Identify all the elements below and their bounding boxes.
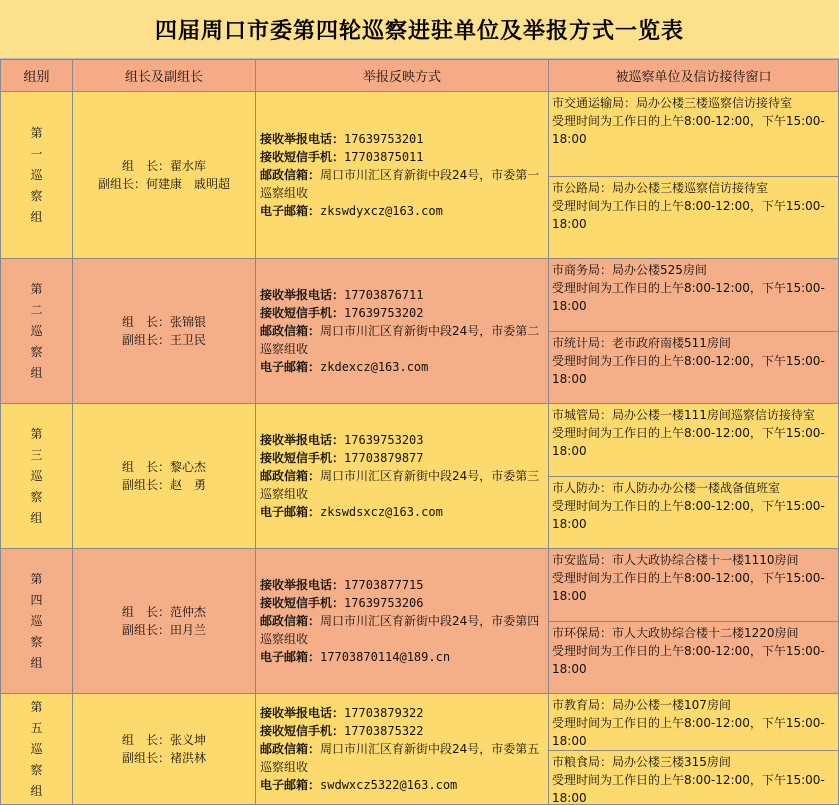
- unit-entry: [549, 404, 838, 476]
- mail-address: 周口市川汇区育新街中段24号，市委第一巡察组收: [260, 168, 540, 200]
- phone-number: 17639753201: [344, 132, 424, 146]
- phone-line: [260, 130, 544, 148]
- unit-name: 市商务局：局办公楼525房间: [552, 263, 707, 277]
- leaders-cell: [73, 694, 256, 805]
- group-name: 第四巡察组: [30, 571, 43, 670]
- unit-entry: [549, 476, 838, 548]
- unit-entry: [549, 331, 838, 403]
- sms-line: [260, 449, 544, 467]
- group-row: [1, 92, 839, 259]
- units-cell: [549, 259, 839, 404]
- sms-line: [260, 148, 544, 166]
- sms-label: 接收短信手机：: [260, 724, 345, 738]
- unit-entry: [549, 694, 838, 750]
- deputy-line: 副组长：田月兰: [121, 623, 206, 637]
- contact-cell: [256, 694, 549, 805]
- group-row: [1, 549, 839, 694]
- phone-line: [260, 431, 544, 449]
- email-line: [260, 358, 544, 376]
- sms-label: 接收短信手机：: [260, 451, 345, 465]
- mail-address: 周口市川汇区育新街中段24号，市委第三巡察组收: [260, 469, 540, 501]
- leader-line: 组 长：黎心杰: [121, 460, 206, 474]
- unit-hours: 受理时间为工作日的上午8:00-12:00，下午15:00-18:00: [552, 199, 825, 231]
- units-cell: [549, 694, 839, 805]
- header-inspected-units: 被巡察单位及信访接待窗口: [549, 60, 839, 92]
- sms-label: 接收短信手机：: [260, 596, 345, 610]
- email-address: 17703870114@189.cn: [320, 650, 451, 664]
- sms-label: 接收短信手机：: [260, 150, 345, 164]
- sms-number: 17639753202: [344, 306, 424, 320]
- mail-label: 邮政信箱：: [260, 168, 321, 182]
- mail-line: [260, 740, 544, 776]
- phone-label: 接收举报电话：: [260, 433, 345, 447]
- email-line: [260, 503, 544, 521]
- deputy-line: 副组长：何建康 戚明超: [97, 177, 230, 191]
- group-name: 第二巡察组: [30, 281, 43, 380]
- sms-number: 17703879877: [344, 451, 424, 465]
- unit-hours: 受理时间为工作日的上午8:00-12:00，下午15:00-18:00: [552, 716, 825, 748]
- sms-line: [260, 594, 544, 612]
- leaders-cell: [73, 92, 256, 259]
- unit-hours: 受理时间为工作日的上午8:00-12:00，下午15:00-18:00: [552, 426, 825, 458]
- mail-address: 周口市川汇区育新街中段24号，市委第四巡察组收: [260, 614, 540, 646]
- deputy-line: 副组长：王卫民: [121, 333, 206, 347]
- unit-hours: 受理时间为工作日的上午8:00-12:00，下午15:00-18:00: [552, 571, 825, 603]
- group-cell: [1, 404, 73, 549]
- contact-cell: [256, 259, 549, 404]
- leaders-cell: [73, 259, 256, 404]
- contact-cell: [256, 404, 549, 549]
- email-line: [260, 202, 544, 220]
- unit-entry: [549, 549, 838, 621]
- mail-line: [260, 612, 544, 648]
- unit-entry: [549, 750, 838, 804]
- mail-line: [260, 467, 544, 503]
- header-leaders: 组长及副组长: [73, 60, 256, 92]
- email-label: 电子邮箱：: [260, 650, 321, 664]
- sms-line: [260, 722, 544, 740]
- deputy-line: 副组长：褚洪林: [121, 751, 206, 765]
- group-cell: [1, 259, 73, 404]
- leader-line: 组 长：张锦银: [121, 315, 206, 329]
- mail-label: 邮政信箱：: [260, 324, 321, 338]
- email-label: 电子邮箱：: [260, 360, 321, 374]
- phone-label: 接收举报电话：: [260, 706, 345, 720]
- mail-address: 周口市川汇区育新街中段24号，市委第二巡察组收: [260, 324, 540, 356]
- unit-name: 市公路局：局办公楼三楼巡察信访接待室: [552, 181, 769, 195]
- mail-label: 邮政信箱：: [260, 742, 321, 756]
- unit-hours: 受理时间为工作日的上午8:00-12:00，下午15:00-18:00: [552, 281, 825, 313]
- unit-hours: 受理时间为工作日的上午8:00-12:00，下午15:00-18:00: [552, 773, 825, 804]
- group-row: [1, 404, 839, 549]
- phone-label: 接收举报电话：: [260, 288, 345, 302]
- group-row: [1, 694, 839, 805]
- phone-number: 17703877715: [344, 578, 424, 592]
- email-address: zkdexcz@163.com: [320, 360, 429, 374]
- title-bar: [0, 0, 839, 59]
- email-label: 电子邮箱：: [260, 204, 321, 218]
- unit-hours: 受理时间为工作日的上午8:00-12:00，下午15:00-18:00: [552, 644, 825, 676]
- header-report-methods: 举报反映方式: [256, 60, 549, 92]
- email-address: zkswdyxcz@163.com: [320, 204, 443, 218]
- phone-line: [260, 704, 544, 722]
- unit-name: 市统计局：老市政府南楼511房间: [552, 336, 731, 350]
- unit-name: 市交通运输局：局办公楼三楼巡察信访接待室: [552, 96, 793, 110]
- page-title: 四届周口市委第四轮巡察进驻单位及举报方式一览表: [154, 17, 684, 44]
- mail-address: 周口市川汇区育新街中段24号，市委第五巡察组收: [260, 742, 540, 774]
- leaders-cell: [73, 404, 256, 549]
- group-name: 第一巡察组: [30, 125, 43, 224]
- unit-name: 市城管局：局办公楼一楼111房间巡察信访接待室: [552, 408, 815, 422]
- unit-entry: [549, 259, 838, 331]
- sms-number: 17639753206: [344, 596, 424, 610]
- phone-number: 17639753203: [344, 433, 424, 447]
- unit-name: 市教育局：局办公楼一楼107房间: [552, 698, 731, 712]
- phone-label: 接收举报电话：: [260, 132, 345, 146]
- unit-hours: 受理时间为工作日的上午8:00-12:00，下午15:00-18:00: [552, 499, 825, 531]
- sms-number: 17703875322: [344, 724, 424, 738]
- units-cell: [549, 92, 839, 259]
- phone-number: 17703876711: [344, 288, 424, 302]
- leader-line: 组 长：范仲杰: [121, 605, 206, 619]
- sms-number: 17703875011: [344, 150, 424, 164]
- mail-label: 邮政信箱：: [260, 469, 321, 483]
- phone-label: 接收举报电话：: [260, 578, 345, 592]
- group-name: 第五巡察组: [30, 699, 43, 798]
- email-label: 电子邮箱：: [260, 778, 321, 792]
- leader-line: 组 长：张义坤: [121, 733, 206, 747]
- group-name: 第三巡察组: [30, 426, 43, 525]
- group-cell: [1, 694, 73, 805]
- mail-label: 邮政信箱：: [260, 614, 321, 628]
- leader-line: 组 长：翟水库: [121, 159, 206, 173]
- phone-line: [260, 286, 544, 304]
- email-line: [260, 776, 544, 794]
- sms-label: 接收短信手机：: [260, 306, 345, 320]
- unit-hours: 受理时间为工作日的上午8:00-12:00，下午15:00-18:00: [552, 354, 825, 386]
- email-line: [260, 648, 544, 666]
- mail-line: [260, 322, 544, 358]
- group-row: [1, 259, 839, 404]
- unit-entry: [549, 621, 838, 693]
- email-address: zkswdsxcz@163.com: [320, 505, 443, 519]
- email-address: swdwxcz5322@163.com: [320, 778, 458, 792]
- header-group: 组别: [1, 60, 73, 92]
- phone-line: [260, 576, 544, 594]
- sms-line: [260, 304, 544, 322]
- email-label: 电子邮箱：: [260, 505, 321, 519]
- unit-entry: [549, 92, 838, 176]
- contact-cell: [256, 549, 549, 694]
- inspection-table: [0, 59, 839, 805]
- unit-hours: 受理时间为工作日的上午8:00-12:00，下午15:00-18:00: [552, 114, 825, 146]
- leaders-cell: [73, 549, 256, 694]
- phone-number: 17703879322: [344, 706, 424, 720]
- units-cell: [549, 404, 839, 549]
- unit-name: 市环保局：市人大政协综合楼十二楼1220房间: [552, 626, 799, 640]
- unit-entry: [549, 176, 838, 258]
- unit-name: 市人防办：市人防办办公楼一楼战备值班室: [552, 481, 781, 495]
- mail-line: [260, 166, 544, 202]
- group-cell: [1, 92, 73, 259]
- deputy-line: 副组长：赵 勇: [121, 478, 206, 492]
- unit-name: 市粮食局：局办公楼三楼315房间: [552, 755, 731, 769]
- units-cell: [549, 549, 839, 694]
- group-cell: [1, 549, 73, 694]
- unit-name: 市安监局：市人大政协综合楼十一楼1110房间: [552, 553, 799, 567]
- contact-cell: [256, 92, 549, 259]
- header-row: [1, 60, 839, 92]
